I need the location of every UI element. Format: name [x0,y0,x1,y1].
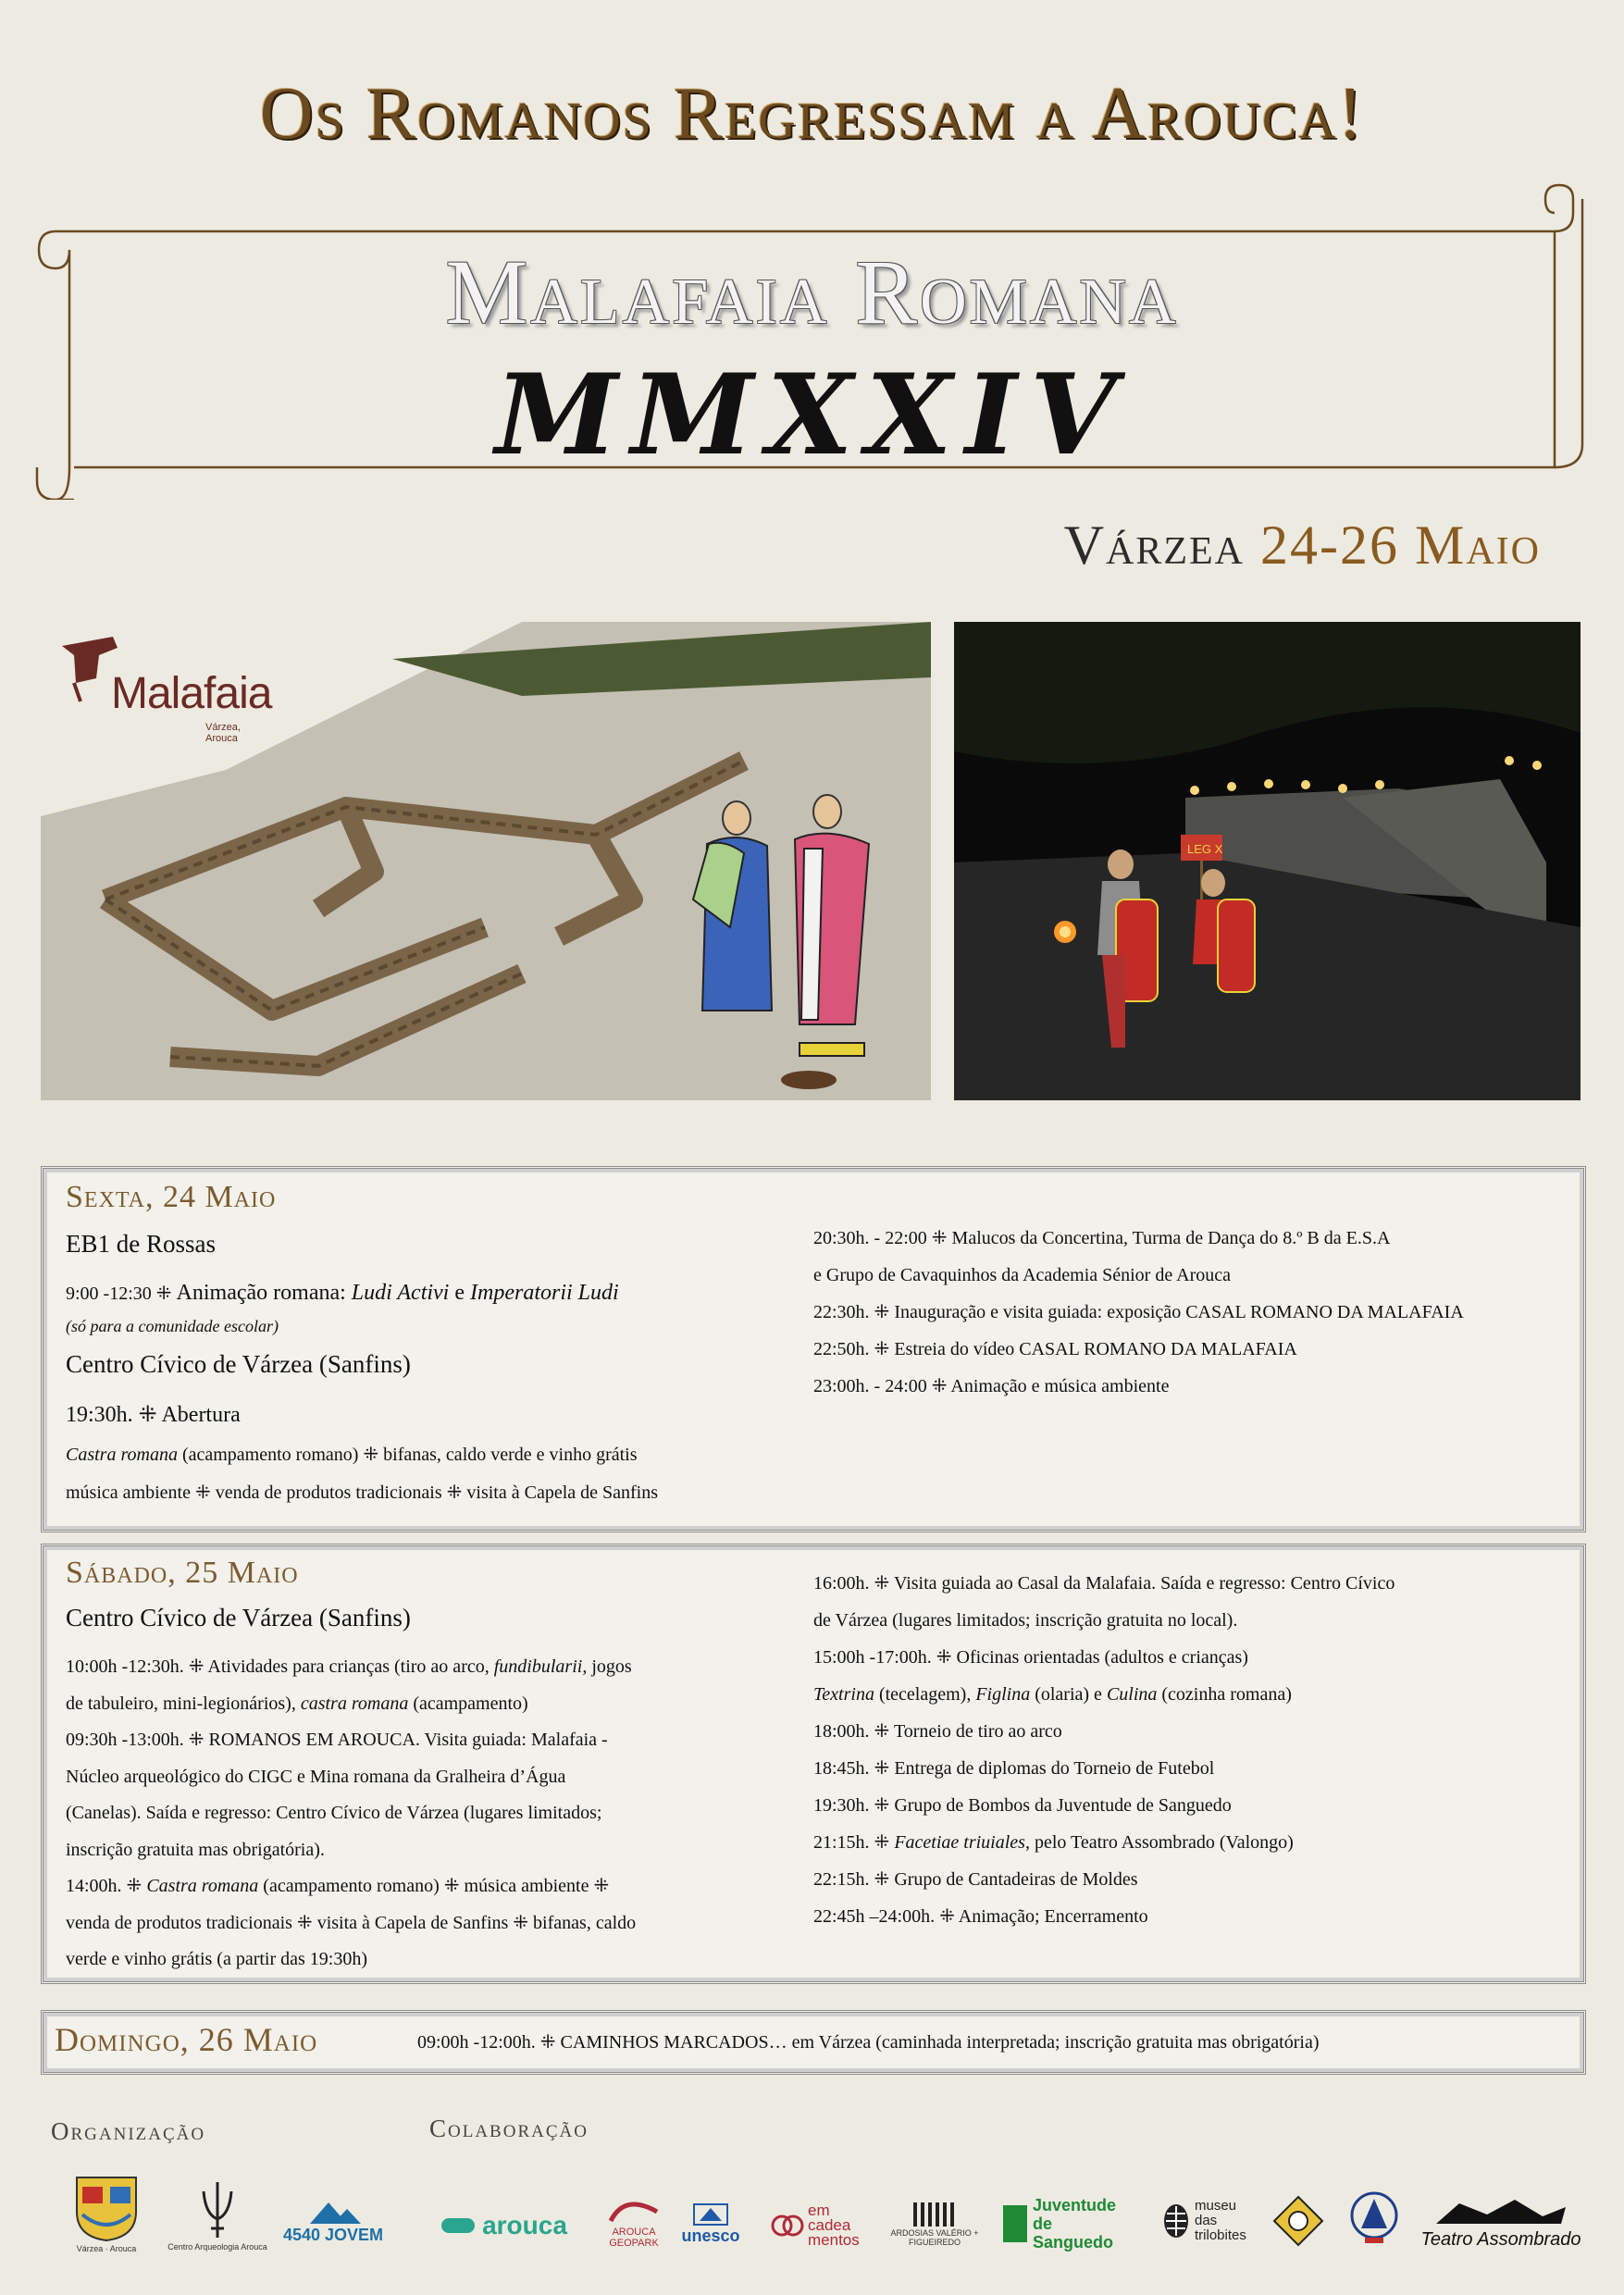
night-parade-photo [954,622,1581,1100]
arouca-logo: arouca [430,2202,578,2249]
friday-venue-2: Centro Cívico de Várzea (Sanfins) [66,1350,411,1378]
malafaia-logo [57,627,272,744]
friday-item-1-note: (só para a comunidade escolar) [66,1317,279,1335]
place: Várzea [1063,515,1246,576]
unesco-logo: unesco [674,2191,748,2256]
saturday-left-3: 09:30h -13:00h. ⁜ ROMANOS EM AROUCA. Visita guiada: Malafaia - [66,1730,608,1750]
friday-right-5: 23:00h. - 24:00 ⁜ Animação e música ambiente [813,1376,1170,1396]
sunday-section [41,2010,1586,2075]
saturday-right-7: 19:30h. ⁜ Grupo de Bombos da Juventude de Sanguedo [813,1795,1232,1816]
friday-venue-1: EB1 de Rossas [66,1230,216,1258]
arouca-geopark-logo: AROUCA GEOPARK [592,2184,676,2258]
ardosias-logo: ARDOSIAS VALÉRIO + FIGUEIREDO [879,2189,990,2258]
friday-right-3: 22:30h. ⁜ Inauguração e visita guiada: exposição CASAL ROMANO DA MALAFAIA [813,1302,1464,1322]
saturday-right-10: 22:45h –24:00h. ⁜ Animação; Encerramento [813,1906,1148,1927]
legion-banner-text: LEG X [1187,842,1223,856]
event-name: Malafaia Romana [445,241,1179,343]
saturday-right-2: de Várzea (lugares limitados; inscrição gratuita no local). [813,1610,1238,1631]
event-year: MMXXIV [494,350,1130,480]
collaboration-label: Colaboração [429,2115,589,2142]
malafaia-logo-text: Malafaia [111,669,272,718]
association-badge-logo [1342,2186,1407,2252]
ruins-photo [41,622,931,1100]
saturday-right-4: Textrina (tecelagem), Figlina (olaria) e Culina (cozinha romana) [813,1684,1292,1705]
organization-label: Organização [51,2117,206,2145]
saturday-section [41,1544,1586,1984]
museu-trilobites-logo: museu das trilobites [1157,2193,1255,2249]
friday-title: Sexta, 24 Maio [66,1180,277,1214]
4540-jovem-logo: 4540 JOVEM [282,2189,384,2253]
malafaia-logo-sub: Várzea, Arouca [205,722,241,744]
saturday-left-4: Núcleo arqueológico do CIGC e Mina romana da Gralheira d’Água [66,1767,566,1787]
saturday-venue: Centro Cívico de Várzea (Sanfins) [66,1604,411,1631]
saturday-title: Sábado, 25 Maio [66,1556,299,1590]
date-line [1064,514,1541,577]
sunday-title: Domingo, 26 Maio [55,2021,318,2058]
friday-item-4: música ambiente ⁜ venda de produtos tradicionais ⁜ visita à Capela de Sanfins [66,1482,659,1503]
friday-item-2: 19:30h. ⁜ Abertura [66,1403,241,1427]
teatro-assombrado-logo: Teatro Assombrado [1418,2184,1584,2263]
saturday-left-5: (Canelas). Saída e regresso: Centro Cívico de Várzea (lugares limitados; [66,1803,602,1823]
sunday-item: 09:00h -12:00h. ⁜ CAMINHOS MARCADOS… em Várzea (caminhada interpretada; inscrição gratuita mas obrigatória) [417,2032,1320,2053]
club-badge-logo [1271,2193,1326,2249]
saturday-right-6: 18:45h. ⁜ Entrega de diplomas do Torneio de Futebol [813,1758,1215,1779]
saturday-left-1: 10:00h -12:30h. ⁜ Atividades para crianças (tiro ao arco, fundibularii, jogos [66,1656,632,1677]
saturday-right-9: 22:15h. ⁜ Grupo de Cantadeiras de Moldes [813,1869,1138,1890]
saturday-right-5: 18:00h. ⁜ Torneio de tiro ao arco [813,1721,1062,1742]
saturday-left-9: verde e vinho grátis (a partir das 19:30h) [66,1949,368,1969]
centro-arqueologia-logo: Centro Arqueologia Arouca [176,2161,259,2267]
juventude-sanguedo-logo: Juventude de Sanguedo [999,2195,1138,2252]
dates: 24-26 Maio [1260,515,1541,576]
saturday-right-8: 21:15h. ⁜ Facetiae triuiales, pelo Teatro Assombrado (Valongo) [813,1832,1294,1853]
friday-section [41,1166,1586,1532]
saturday-left-8: venda de produtos tradicionais ⁜ visita à Capela de Sanfins ⁜ bifanas, caldo [66,1913,637,1933]
friday-right-1: 20:30h. - 22:00 ⁜ Malucos da Concertina, Turma de Dança do 8.º B da E.S.A [813,1228,1391,1248]
saturday-right-3: 15:00h -17:00h. ⁜ Oficinas orientadas (adultos e crianças) [813,1647,1248,1668]
main-title: Os Romanos Regressam a Arouca! [259,73,1365,155]
varzea-coat-of-arms-logo: Várzea · Arouca [56,2156,157,2267]
saturday-left-2: de tabuleiro, mini-legionários), castra romana (acampamento) [66,1693,528,1714]
friday-item-1: 9:00 -12:30 ⁜ Animação romana: Ludi Activi e Imperatorii Ludi [66,1281,619,1305]
saturday-right-1: 16:00h. ⁜ Visita guiada ao Casal da Malafaia. Saída e regresso: Centro Cívico [813,1573,1395,1594]
saturday-left-7: 14:00h. ⁜ Castra romana (acampamento romano) ⁜ música ambiente ⁜ [66,1876,610,1896]
friday-item-3: Castra romana (acampamento romano) ⁜ bifanas, caldo verde e vinho grátis [66,1445,638,1465]
em-cadeamentos-logo: em cadea mentos [766,2193,868,2258]
friday-right-2: e Grupo de Cavaquinhos da Academia Sénior de Arouca [813,1265,1231,1285]
friday-right-4: 22:50h. ⁜ Estreia do vídeo CASAL ROMANO DA MALAFAIA [813,1339,1297,1359]
saturday-left-6: inscrição gratuita mas obrigatória). [66,1840,325,1860]
